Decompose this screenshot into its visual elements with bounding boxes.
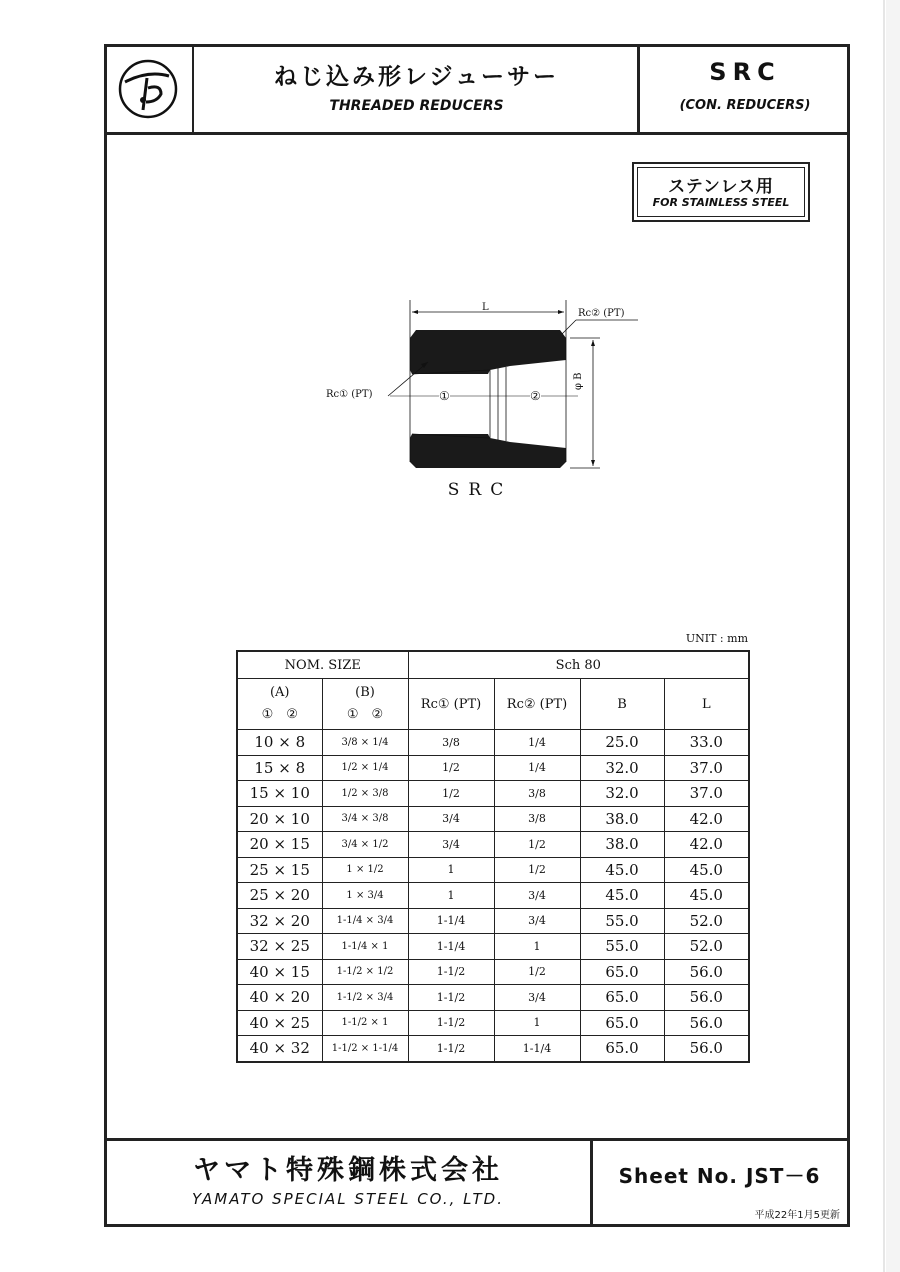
- cell-rc1: 3/8: [408, 730, 494, 756]
- cell-l: 56.0: [664, 959, 749, 985]
- cell-rc1: 1-1/2: [408, 1010, 494, 1036]
- cell-rc2: 3/4: [494, 908, 580, 934]
- cell-size-a: 40 × 25: [237, 1010, 322, 1036]
- cell-b: 65.0: [580, 985, 664, 1011]
- header-size-b: [322, 679, 408, 730]
- header-size-a: [237, 679, 322, 730]
- table-row: [237, 908, 749, 934]
- scan-edge-line: [883, 0, 885, 1272]
- cell-rc1: 1-1/2: [408, 1036, 494, 1062]
- cell-b: 38.0: [580, 832, 664, 858]
- cell-b: 25.0: [580, 730, 664, 756]
- cell-l: 56.0: [664, 985, 749, 1011]
- cell-rc1: 1-1/2: [408, 959, 494, 985]
- drawing-caption: SRC: [447, 480, 513, 500]
- title-japanese: ねじ込み形レジューサー: [274, 64, 559, 90]
- cell-rc2: 1: [494, 1010, 580, 1036]
- cell-b: 65.0: [580, 1010, 664, 1036]
- cell-b: 32.0: [580, 755, 664, 781]
- cell-rc1: 1: [408, 883, 494, 909]
- cell-l: 56.0: [664, 1036, 749, 1062]
- table-row: [237, 857, 749, 883]
- cell-size-a: 25 × 20: [237, 883, 322, 909]
- cell-b: 55.0: [580, 934, 664, 960]
- cell-l: 37.0: [664, 755, 749, 781]
- cell-size-a: 40 × 32: [237, 1036, 322, 1062]
- cell-b: 32.0: [580, 781, 664, 807]
- cell-size-a: 40 × 20: [237, 985, 322, 1011]
- header-rc1: Rc① (PT): [408, 679, 494, 730]
- bore-marker-2: ②: [530, 389, 541, 403]
- bore-marker-1: ①: [439, 389, 450, 403]
- cell-b: 65.0: [580, 959, 664, 985]
- cell-size-a: 15 × 10: [237, 781, 322, 807]
- header-nom-size: NOM. SIZE: [237, 651, 408, 679]
- header-sch80: Sch 80: [408, 651, 749, 679]
- cell-rc1: 1/2: [408, 755, 494, 781]
- cell-size-b: 1 × 1/2: [322, 857, 408, 883]
- cell-l: 45.0: [664, 857, 749, 883]
- cell-b: 55.0: [580, 908, 664, 934]
- table-row: [237, 806, 749, 832]
- cell-size-b: 3/8 × 1/4: [322, 730, 408, 756]
- table-row: [237, 1010, 749, 1036]
- cell-l: 45.0: [664, 883, 749, 909]
- cell-rc2: 1/4: [494, 755, 580, 781]
- cell-rc1: 3/4: [408, 806, 494, 832]
- cell-size-a: 20 × 15: [237, 832, 322, 858]
- cell-l: 52.0: [664, 908, 749, 934]
- cell-size-b: 1-1/2 × 3/4: [322, 985, 408, 1011]
- reducer-drawing: [300, 290, 660, 510]
- dimension-table: [236, 650, 750, 1063]
- sheet-number: Sheet No. JST－6: [618, 1164, 821, 1188]
- header-size-a-sub: ① ②: [261, 707, 298, 722]
- dimension-label-rc2: Rc② (PT): [578, 308, 625, 319]
- cell-l: 42.0: [664, 832, 749, 858]
- title-english: THREADED REDUCERS: [329, 98, 504, 114]
- product-code: SRC: [709, 58, 781, 86]
- cell-rc2: 1: [494, 934, 580, 960]
- cell-size-a: 32 × 25: [237, 934, 322, 960]
- cell-size-b: 3/4 × 1/2: [322, 832, 408, 858]
- cell-l: 52.0: [664, 934, 749, 960]
- cell-size-b: 1/2 × 3/8: [322, 781, 408, 807]
- table-row: [237, 959, 749, 985]
- revision-date: 平成22年1月5更新: [754, 1210, 840, 1221]
- cell-l: 56.0: [664, 1010, 749, 1036]
- header-rc2: Rc② (PT): [494, 679, 580, 730]
- cell-size-a: 10 × 8: [237, 730, 322, 756]
- table-row: [237, 883, 749, 909]
- company-name-japanese: ヤマト特殊鋼株式会社: [193, 1155, 503, 1186]
- cell-rc2: 3/4: [494, 883, 580, 909]
- cell-size-b: 1 × 3/4: [322, 883, 408, 909]
- footer-divider: [104, 1138, 850, 1141]
- header-size-a-label: (A): [269, 685, 290, 700]
- cell-b: 45.0: [580, 883, 664, 909]
- material-stamp-english: FOR STAINLESS STEEL: [652, 196, 790, 209]
- cell-size-a: 25 × 15: [237, 857, 322, 883]
- cell-b: 38.0: [580, 806, 664, 832]
- cell-size-b: 1-1/2 × 1-1/4: [322, 1036, 408, 1062]
- material-stamp: [632, 162, 810, 222]
- table-row: [237, 832, 749, 858]
- cell-l: 37.0: [664, 781, 749, 807]
- cell-rc1: 1-1/4: [408, 908, 494, 934]
- cell-size-b: 1/2 × 1/4: [322, 755, 408, 781]
- cell-l: 33.0: [664, 730, 749, 756]
- cell-b: 45.0: [580, 857, 664, 883]
- unit-label: UNIT : mm: [685, 632, 748, 645]
- cell-rc2: 3/8: [494, 781, 580, 807]
- table-row: [237, 781, 749, 807]
- cell-rc2: 3/8: [494, 806, 580, 832]
- cell-size-b: 3/4 × 3/8: [322, 806, 408, 832]
- dimension-label-L: L: [482, 302, 489, 313]
- table-row: [237, 730, 749, 756]
- cell-size-b: 1-1/4 × 3/4: [322, 908, 408, 934]
- table-row: [237, 934, 749, 960]
- cell-b: 65.0: [580, 1036, 664, 1062]
- cell-size-a: 15 × 8: [237, 755, 322, 781]
- dimension-label-phi-b: φ B: [573, 372, 584, 390]
- header-l: L: [664, 679, 749, 730]
- cell-size-b: 1-1/4 × 1: [322, 934, 408, 960]
- table-row: [237, 985, 749, 1011]
- table-body: [237, 730, 749, 1062]
- logo-divider: [192, 44, 194, 134]
- cell-size-a: 20 × 10: [237, 806, 322, 832]
- header-size-b-sub: ① ②: [346, 707, 384, 722]
- header-b: B: [580, 679, 664, 730]
- header-divider: [104, 132, 850, 135]
- product-code-subtitle: (CON. REDUCERS): [679, 98, 811, 113]
- cell-size-a: 32 × 20: [237, 908, 322, 934]
- cell-rc2: 3/4: [494, 985, 580, 1011]
- cell-rc1: 3/4: [408, 832, 494, 858]
- scan-edge-shade: [886, 0, 900, 1272]
- cell-size-b: 1-1/2 × 1: [322, 1010, 408, 1036]
- table-row: [237, 755, 749, 781]
- cell-rc1: 1-1/2: [408, 985, 494, 1011]
- reducer-cross-section: [300, 290, 660, 510]
- dimension-label-rc1: Rc① (PT): [326, 389, 373, 400]
- cell-rc2: 1/2: [494, 959, 580, 985]
- cell-rc2: 1/2: [494, 832, 580, 858]
- cell-rc1: 1-1/4: [408, 934, 494, 960]
- table-row: [237, 1036, 749, 1062]
- cell-rc2: 1-1/4: [494, 1036, 580, 1062]
- company-logo-icon: [117, 58, 179, 120]
- company-name-english: YAMATO SPECIAL STEEL CO., LTD.: [192, 1190, 504, 1208]
- cell-rc2: 1/4: [494, 730, 580, 756]
- material-stamp-japanese: ステンレス用: [668, 177, 774, 197]
- cell-l: 42.0: [664, 806, 749, 832]
- cell-rc1: 1/2: [408, 781, 494, 807]
- header-size-b-label: (B): [355, 685, 375, 700]
- cell-size-a: 40 × 15: [237, 959, 322, 985]
- cell-rc2: 1/2: [494, 857, 580, 883]
- cell-rc1: 1: [408, 857, 494, 883]
- cell-size-b: 1-1/2 × 1/2: [322, 959, 408, 985]
